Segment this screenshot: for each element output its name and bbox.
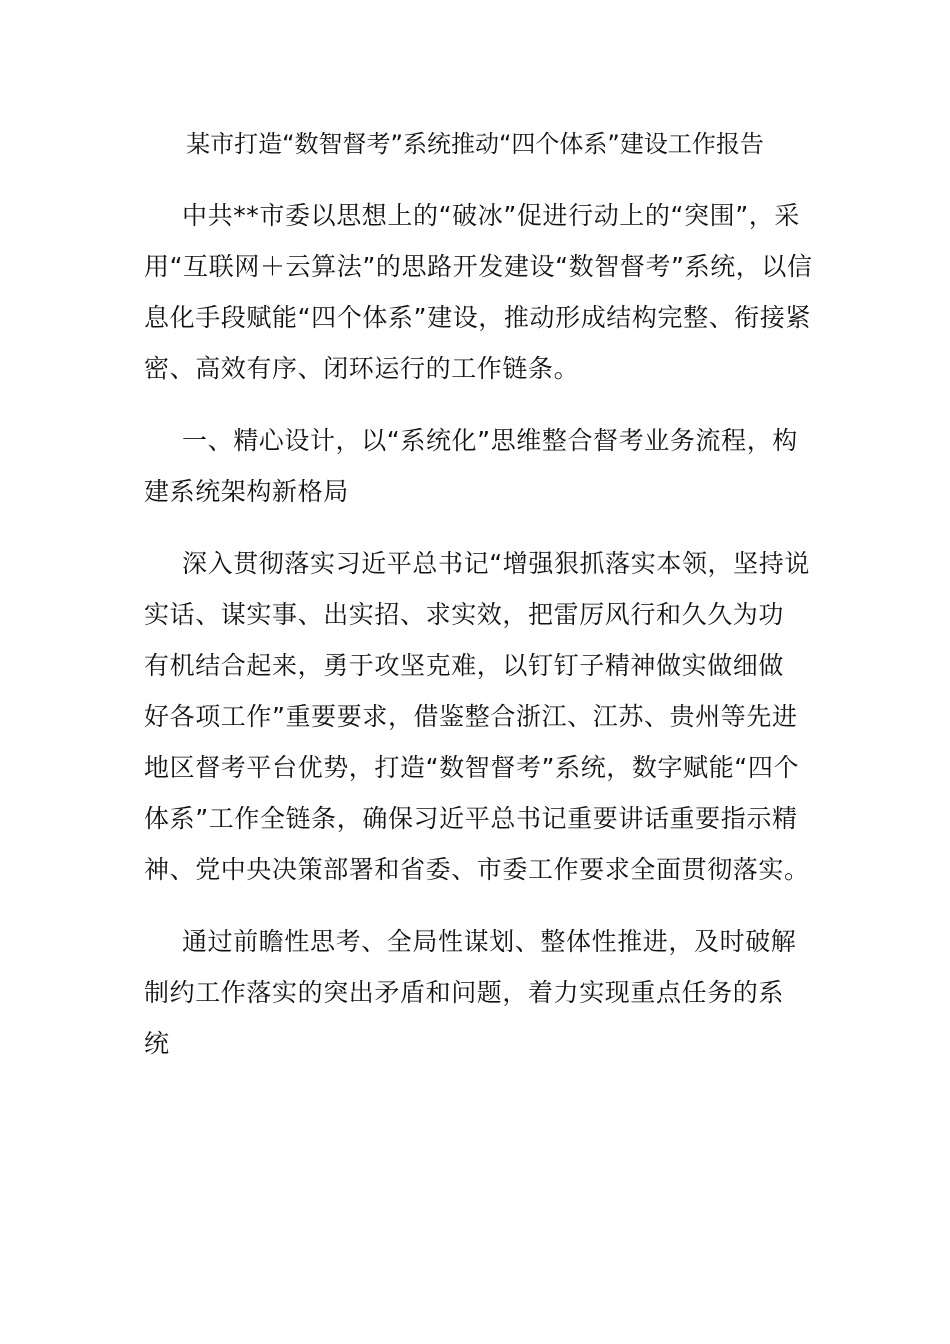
body-paragraph-line: 实话、谋实事、出实招、求实效，把雷厉风行和久久为功 <box>144 600 785 629</box>
section-heading-line: 建系统架构新格局 <box>144 477 349 506</box>
body-paragraph-line: 神、党中央决策部署和省委、市委工作要求全面贯彻落实。 <box>144 855 810 884</box>
body-paragraph-line: 有机结合起来，勇于攻坚克难，以钉钉子精神做实做细做 <box>144 651 785 680</box>
body-paragraph-line: 制约工作落实的突出矛盾和问题，着力实现重点任务的系 <box>144 978 785 1007</box>
body-paragraph-line: 统 <box>144 1029 170 1058</box>
intro-paragraph-line: 密、高效有序、闭环运行的工作链条。 <box>144 354 580 383</box>
body-paragraph-line: 地区督考平台优势，打造“数智督考”系统，数字赋能“四个 <box>144 753 800 782</box>
body-paragraph-line: 深入贯彻落实习近平总书记“增强狠抓落实本领，坚持说 <box>182 549 810 578</box>
body-paragraph-line: 好各项工作”重要要求，借鉴整合浙江、江苏、贵州等先进 <box>144 702 798 731</box>
intro-paragraph-line: 中共**市委以思想上的“破冰”促进行动上的“突围”，采 <box>182 201 801 230</box>
section-heading-line: 一、精心设计，以“系统化”思维整合督考业务流程，构 <box>182 426 798 455</box>
body-paragraph-line: 体系”工作全链条，确保习近平总书记重要讲话重要指示精 <box>144 804 798 833</box>
intro-paragraph-line: 用“互联网＋云算法”的思路开发建设“数智督考”系统，以信 <box>144 252 813 281</box>
body-paragraph-line: 通过前瞻性思考、全局性谋划、整体性推进，及时破解 <box>182 927 797 956</box>
document-title: 某市打造“数智督考”系统推动“四个体系”建设工作报告 <box>186 130 764 158</box>
intro-paragraph-line: 息化手段赋能“四个体系”建设，推动形成结构完整、衔接紧 <box>144 303 812 332</box>
